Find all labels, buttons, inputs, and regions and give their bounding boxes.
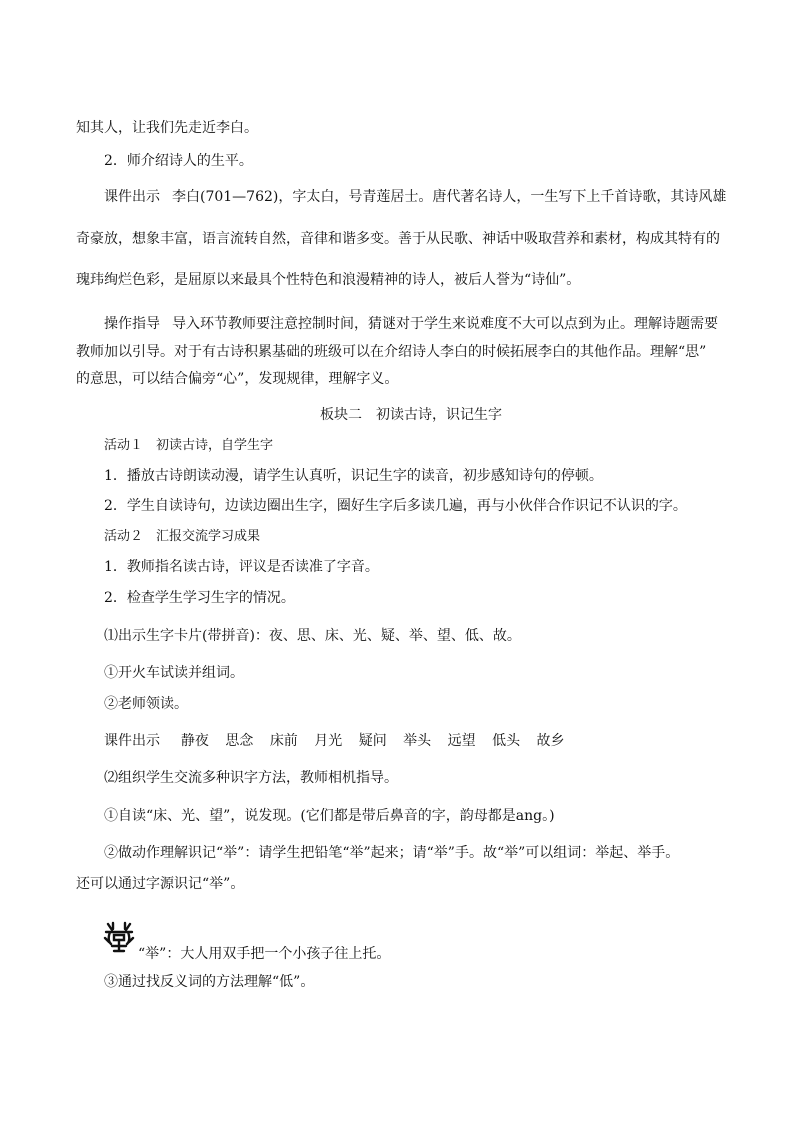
paragraph-line: 1．播放古诗朗读动漫，请学生认真听，识记生字的读音，初步感知诗句的停顿。: [104, 468, 603, 484]
section-title: 板块二 初读古诗，识记生字: [320, 407, 502, 423]
paragraph-line: 知其人，让我们先走近李白。: [76, 120, 258, 136]
paragraph-line: ①开火车试读并组词。: [104, 665, 244, 681]
paragraph-line: 还可以通过字源识记“举”。: [76, 876, 245, 892]
paragraph-line: ⑴出示生字卡片(带拼音)：夜、思、床、光、疑、举、望、低、故。: [104, 628, 521, 644]
guide-paragraph: [104, 314, 718, 334]
courseware-words-line: [104, 731, 565, 751]
paragraph-line: 的意思，可以结合偏旁“心”，发现规律，理解字义。: [76, 371, 399, 387]
word: 月光: [314, 733, 343, 749]
paragraph-line: ⑵组织学生交流多种识字方法，教师相机指导。: [104, 770, 398, 786]
paragraph-line: ①自读“床、光、望”，说发现。(它们都是带后鼻音的字，韵母都是ang。): [104, 808, 555, 824]
activity-heading: 活动１ 初读古诗，自学生字: [104, 438, 274, 453]
paragraph-line: ②做动作理解识记“举”：请学生把铅笔“举”起来；请“举”手。故“举”可以组词：举起、举手。: [104, 845, 680, 861]
paragraph-line: “举”：大人用双手把一个小孩子往上托。: [138, 946, 391, 962]
courseware-label: 课件出示: [104, 733, 160, 749]
courseware-label: 课件出示: [104, 189, 160, 205]
word: 低头: [492, 733, 521, 749]
word: 举头: [403, 733, 432, 749]
courseware-paragraph: [104, 187, 726, 207]
paragraph-line: ③通过找反义词的方法理解“低”。: [104, 974, 315, 990]
paragraph-line: 1．教师指名读古诗，评议是否读准了字音。: [104, 559, 379, 575]
paragraph-line: ②老师领读。: [104, 696, 188, 712]
guide-label: 操作指导: [104, 316, 160, 332]
word: 静夜: [180, 733, 209, 749]
paragraph-line: 2．检查学生学习生字的情况。: [104, 590, 295, 606]
word: 床前: [269, 733, 298, 749]
word: 疑问: [358, 733, 387, 749]
paragraph-line: 教师加以引导。对于有古诗积累基础的班级可以在介绍诗人李白的时候拓展李白的其他作品。理解“思”: [76, 344, 707, 360]
paragraph-line: 2．师介绍诗人的生平。: [104, 153, 253, 169]
courseware-text: 李白(701—762)，字太白，号青莲居士。唐代著名诗人，一生写下上千首诗歌，其诗风雄: [172, 189, 727, 205]
word: 故乡: [536, 733, 565, 749]
paragraph-line: 奇豪放，想象丰富，语言流转自然，音律和谐多变。善于从民歌、神话中吸取营养和素材，构成其特有的: [76, 231, 720, 247]
activity-heading: 活动２ 汇报交流学习成果: [104, 529, 261, 544]
paragraph-line: 瑰玮绚烂色彩，是屈原以来最具个性特色和浪漫精神的诗人，被后人誉为“诗仙”。: [76, 272, 581, 288]
seal-script-character-image: [102, 920, 136, 954]
paragraph-line: 2．学生自读诗句，边读边圈出生字，圈好生字后多读几遍，再与小伙伴合作识记不认识的字。: [104, 498, 687, 514]
guide-text: 导入环节教师要注意控制时间，猜谜对于学生来说难度不大可以点到为止。理解诗题需要: [172, 316, 718, 332]
word: 思念: [225, 733, 254, 749]
word: 远望: [447, 733, 476, 749]
